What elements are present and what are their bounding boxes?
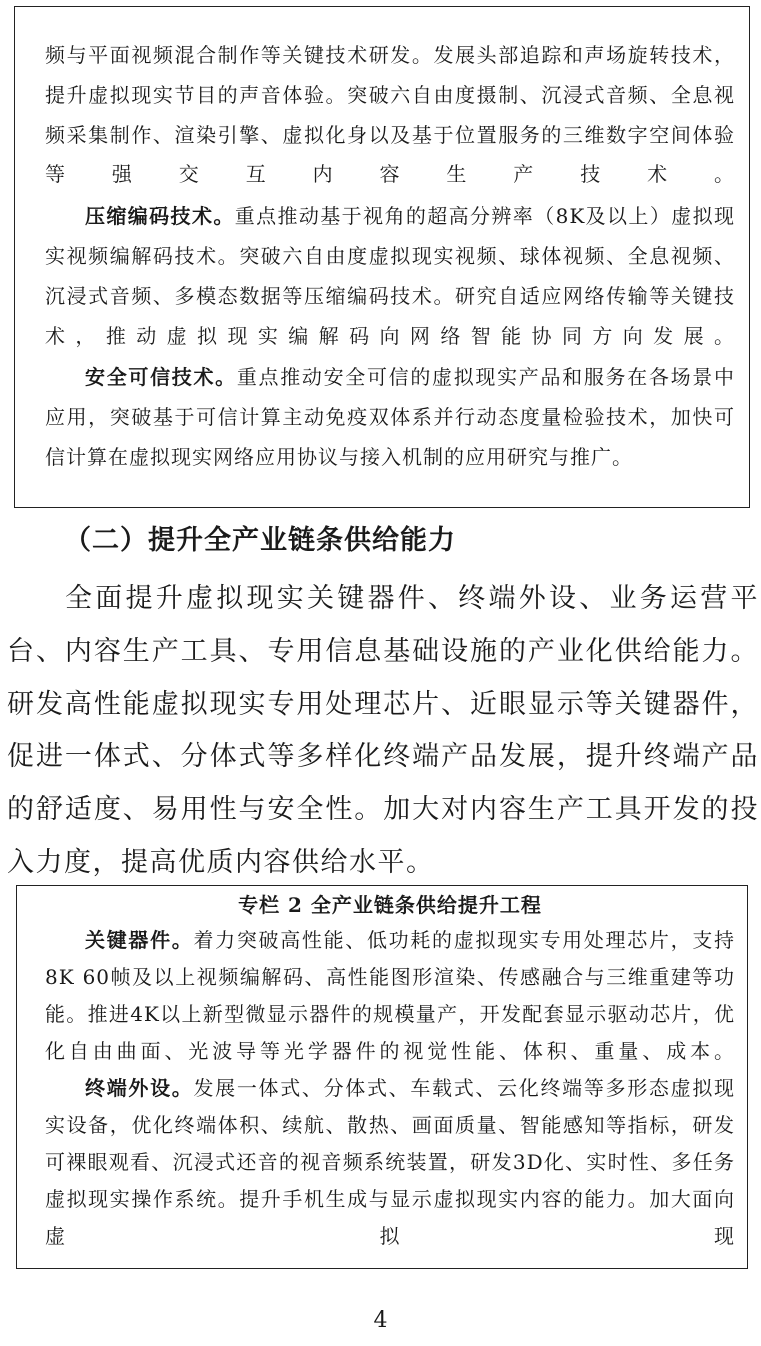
content-production-paragraph: 频与平面视频混合制作等关键技术研发。发展头部追踪和声场旋转技术，提升虚拟现实节目的声音体验。突破六自由度摄制、沉浸式音频、全息视频采集制作、渲染引擎、虚拟化身以及基于位置服务的三维数字空间体验等强交互内容生产技术。 — [45, 43, 735, 187]
section-heading: （二）提升全产业链条供给能力 — [64, 525, 456, 556]
security-trust-title: 安全可信技术。 — [85, 365, 237, 390]
compression-coding-title: 压缩编码技术。 — [85, 204, 235, 229]
tech-callout-box — [14, 6, 750, 508]
page-number: 4 — [373, 1308, 388, 1333]
key-devices-paragraph — [45, 922, 735, 1070]
security-trust-text: 重点推动安全可信的虚拟现实产品和服务在各场景中应用，突破基于可信计算主动免疫双体系并行动态度量检验技术，加快可信计算在虚拟现实网络应用协议与接入机制的应用研究与推广。 — [45, 365, 736, 469]
terminal-peripherals-paragraph — [45, 1070, 735, 1255]
compression-coding-text: 重点推动基于视角的超高分辨率（8K及以上）虚拟现实视频编解码技术。突破六自由度虚拟现实视频、球体视频、全息视频、沉浸式音频、多模态数据等压缩编码技术。研究自适应网络传输等关键技术，推动虚拟现实编解码向网络智能协同方向发展。 — [45, 204, 735, 348]
security-trust-paragraph — [45, 358, 735, 477]
key-devices-text: 着力突破高性能、低功耗的虚拟现实专用处理芯片，支持8K 60帧及以上视频编解码、高性能图形渲染、传感融合与三维重建等功能。推进4K以上新型微显示器件的规模量产，开发配套显示驱动芯片，优化自由曲面、光波导等光学器件的视觉性能、体积、重量、成本。 — [45, 928, 736, 1063]
key-devices-title: 关键器件。 — [85, 928, 194, 952]
supply-chain-column-box — [16, 885, 748, 1269]
terminal-peripherals-title: 终端外设。 — [85, 1076, 194, 1100]
compression-coding-paragraph — [45, 197, 735, 356]
column-title: 专栏 2 全产业链条供给提升工程 — [238, 893, 542, 917]
terminal-peripherals-text: 发展一体式、分体式、车载式、云化终端等多形态虚拟现实设备，优化终端体积、续航、散热、画面质量、智能感知等指标，研发可裸眼观看、沉浸式还音的视音频系统装置，研发3D化、实时性、多任务虚拟现实操作系统。提升手机生成与显示虚拟现实内容的能力。加大面向虚拟现 — [45, 1076, 736, 1248]
section-body-paragraph: 全面提升虚拟现实关键器件、终端外设、业务运营平台、内容生产工具、专用信息基础设施的产业化供给能力。研发高性能虚拟现实专用处理芯片、近眼显示等关键器件，促进一体式、分体式等多样化终端产品发展，提升终端产品的舒适度、易用性与安全性。加大对内容生产工具开发的投入力度，提高优质内容供给水平。 — [7, 583, 759, 878]
